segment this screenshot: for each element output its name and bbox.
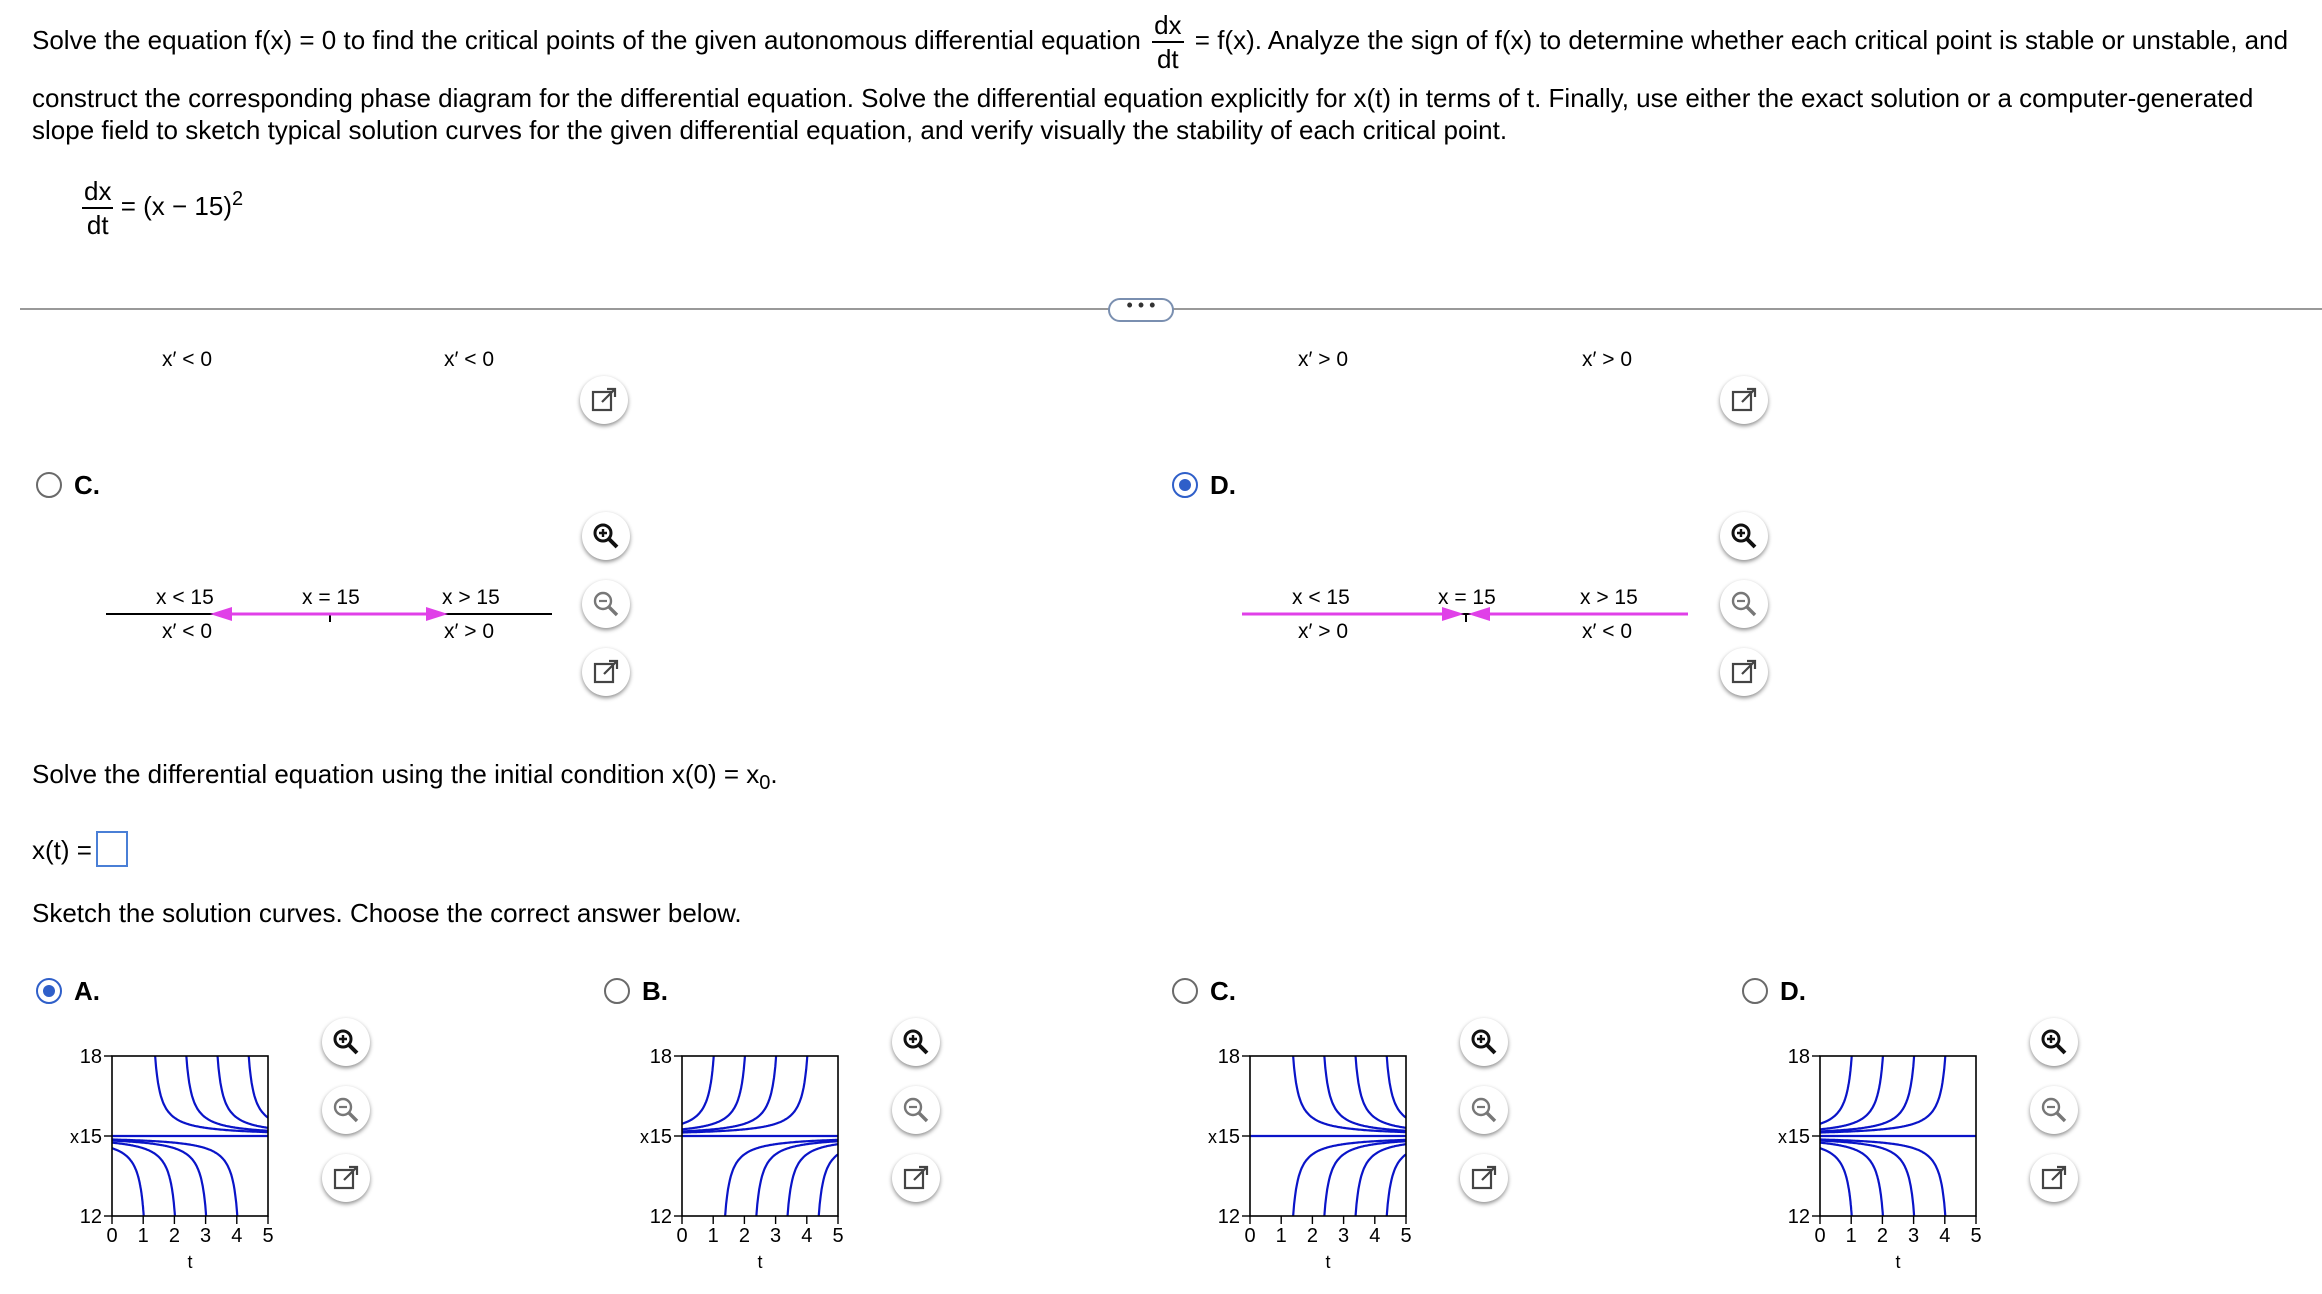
phase-c-left-sign: x′ < 0: [162, 620, 213, 643]
chart-curves: [1250, 1040, 1412, 1253]
x-tick-label: 0: [106, 1225, 118, 1247]
problem-line-2: construct the corresponding phase diagram for the differential equation. Solve the differential equation explicitly for x(t) in terms of t. Finally, use either the exact solution or a computer-generated: [32, 83, 2254, 113]
phase-c-right-sign: x′ > 0: [444, 620, 495, 643]
sketch-chart-d: [1768, 1040, 2028, 1280]
x-tick-label: 2: [738, 1225, 750, 1247]
x-tick-label: 1: [1275, 1225, 1287, 1247]
sketch-c-zoom-out-button[interactable]: [1460, 1086, 1508, 1134]
more-button[interactable]: • • •: [1108, 298, 1174, 322]
x-tick-label: 4: [801, 1225, 813, 1247]
sketch-option-b-radio[interactable]: [604, 978, 630, 1004]
sketch-a-popout-button[interactable]: [322, 1154, 370, 1202]
sketch-chart-c: [1198, 1040, 1458, 1280]
sketch-option-d-label: D.: [1780, 976, 1806, 1006]
zoom-in-icon: [1730, 522, 1758, 550]
sketch-b-zoom-out-button[interactable]: [892, 1086, 940, 1134]
left-arrowhead: [210, 607, 232, 621]
y-tick-label: 15: [1787, 1126, 1810, 1148]
popout-icon: [902, 1164, 930, 1192]
y-tick-label: 12: [649, 1206, 672, 1228]
upper-curve-1: [679, 1040, 747, 1130]
sketch-option-a-label: A.: [74, 976, 100, 1006]
popout-icon: [1730, 658, 1758, 686]
x-tick-label: 0: [1244, 1225, 1256, 1247]
right-arrowhead: [1468, 607, 1490, 621]
zoom-in-icon: [2040, 1028, 2068, 1056]
x-tick-label: 4: [1369, 1225, 1381, 1247]
equation-numerator: dx: [82, 178, 113, 209]
y-tick-label: 12: [1787, 1206, 1810, 1228]
y-tick-label: 18: [649, 1046, 672, 1068]
sketch-d-popout-button[interactable]: [2030, 1154, 2078, 1202]
phase-d-right-sign: x′ < 0: [1582, 620, 1633, 643]
sketch-c-popout-button[interactable]: [1460, 1154, 1508, 1202]
zoom-out-icon: [1730, 590, 1758, 618]
x-tick-label: 5: [1400, 1225, 1412, 1247]
upper-curve-3: [1817, 1040, 1948, 1133]
phase-option-c-label: C.: [74, 470, 100, 500]
x-tick-label: 5: [1970, 1225, 1982, 1247]
phase-c-right-label: x > 15: [442, 586, 500, 609]
phase-d-zoom-in-button[interactable]: [1720, 512, 1768, 560]
phase-c-popout-button[interactable]: [582, 648, 630, 696]
lower-curve-0: [109, 1147, 146, 1269]
sketch-chart-b: [630, 1040, 890, 1280]
y-axis-label: x: [1208, 1127, 1217, 1147]
option-b-top-sign-left: x′ < 0: [162, 348, 213, 371]
phase-option-c-radio[interactable]: [36, 472, 62, 498]
fraction-denominator: dt: [1156, 44, 1179, 74]
zoom-in-icon: [592, 522, 620, 550]
popout-icon: [590, 386, 618, 414]
sketch-b-popout-button[interactable]: [892, 1154, 940, 1202]
solve-prompt-text: Solve the differential equation using the initial condition x(0) = x: [32, 759, 760, 789]
sketch-b-zoom-in-button[interactable]: [892, 1018, 940, 1066]
sketch-d-zoom-in-button[interactable]: [2030, 1018, 2078, 1066]
phase-c-center-label: x = 15: [302, 586, 360, 609]
chart-curves: [1817, 1040, 1976, 1269]
sketch-option-a-radio[interactable]: [36, 978, 62, 1004]
upper-curve-1: [185, 1040, 271, 1131]
zoom-out-icon: [902, 1096, 930, 1124]
lower-curve-0: [1817, 1147, 1854, 1269]
x-axis-label: t: [1895, 1252, 1901, 1272]
zoom-in-icon: [332, 1028, 360, 1056]
option-b-right-top-sign-right: x′ > 0: [1582, 348, 1633, 371]
given-equation: [82, 178, 243, 238]
popout-icon: [2040, 1164, 2068, 1192]
equation-rhs: = (x − 15): [120, 190, 232, 221]
popout-icon: [1730, 386, 1758, 414]
phase-option-d-label: D.: [1210, 470, 1236, 500]
phase-d-popout-button[interactable]: [1720, 648, 1768, 696]
x-tick-label: 5: [262, 1225, 274, 1247]
zoom-in-icon: [902, 1028, 930, 1056]
zoom-out-icon: [1470, 1096, 1498, 1124]
phase-option-d-radio[interactable]: [1172, 472, 1198, 498]
phase-d-left-label: x < 15: [1292, 586, 1350, 609]
y-tick-label: 15: [649, 1126, 672, 1148]
y-axis-label: x: [640, 1127, 649, 1147]
phase-c-zoom-in-button[interactable]: [582, 512, 630, 560]
y-tick-label: 18: [1217, 1046, 1240, 1068]
y-axis-label: x: [70, 1127, 79, 1147]
sketch-option-b-label: B.: [642, 976, 668, 1006]
sketch-a-zoom-out-button[interactable]: [322, 1086, 370, 1134]
phase-d-left-sign: x′ > 0: [1298, 620, 1349, 643]
solve-prompt-subscript: 0: [759, 772, 771, 795]
x-axis-label: t: [1325, 1252, 1331, 1272]
left-arrowhead: [1442, 607, 1464, 621]
phase-c-left-label: x < 15: [156, 586, 214, 609]
zoom-in-icon: [1470, 1028, 1498, 1056]
sketch-c-zoom-in-button[interactable]: [1460, 1018, 1508, 1066]
x-tick-label: 2: [168, 1225, 180, 1247]
y-tick-label: 15: [1217, 1126, 1240, 1148]
lower-curve-1: [755, 1141, 844, 1253]
equation-fraction: [82, 178, 113, 238]
y-tick-label: 18: [1787, 1046, 1810, 1068]
phase-d-right-label: x > 15: [1580, 586, 1638, 609]
upper-curve-1: [1817, 1040, 1885, 1130]
y-tick-label: 12: [1217, 1206, 1240, 1228]
answer-label: x(t) =: [32, 835, 92, 865]
upper-curve-2: [216, 1040, 271, 1128]
popout-icon: [1470, 1164, 1498, 1192]
inline-fraction: [1152, 12, 1183, 72]
chart-curves: [679, 1040, 844, 1253]
x-axis-label: t: [187, 1252, 193, 1272]
sketch-option-c-label: C.: [1210, 976, 1236, 1006]
right-arrowhead: [426, 607, 448, 621]
y-tick-label: 18: [79, 1046, 102, 1068]
solve-prompt: [32, 758, 778, 799]
option-b-right-popout-button[interactable]: [1720, 376, 1768, 424]
sketch-prompt: Sketch the solution curves. Choose the correct answer below.: [32, 898, 742, 928]
x-tick-label: 1: [137, 1225, 149, 1247]
equation-exponent: 2: [231, 188, 244, 211]
problem-line-1: [32, 12, 2288, 72]
x-tick-label: 3: [1908, 1225, 1920, 1247]
option-b-top-sign-right: x′ < 0: [444, 348, 495, 371]
sketch-a-zoom-in-button[interactable]: [322, 1018, 370, 1066]
phase-c-zoom-out-button[interactable]: [582, 580, 630, 628]
answer-input[interactable]: [96, 831, 128, 867]
upper-curve-2: [1354, 1040, 1409, 1128]
upper-curve-3: [247, 1040, 270, 1119]
x-tick-label: 2: [1876, 1225, 1888, 1247]
phase-d-zoom-out-button[interactable]: [1720, 580, 1768, 628]
popout-icon: [332, 1164, 360, 1192]
sketch-option-d-radio[interactable]: [1742, 978, 1768, 1004]
y-tick-label: 15: [79, 1126, 102, 1148]
lower-curve-1: [1323, 1141, 1412, 1253]
upper-curve-3: [679, 1040, 810, 1133]
popout-icon: [592, 658, 620, 686]
problem-intro-part1: Solve the equation f(x) = 0 to find the critical points of the given autonomous differential equation: [32, 24, 1141, 55]
fraction-numerator: dx: [1152, 12, 1183, 43]
upper-curve-0: [679, 1040, 716, 1125]
upper-curve-3: [1385, 1040, 1408, 1119]
solve-prompt-period: .: [770, 759, 778, 789]
sketch-d-zoom-out-button[interactable]: [2030, 1086, 2078, 1134]
x-tick-label: 2: [1306, 1225, 1318, 1247]
sketch-option-c-radio[interactable]: [1172, 978, 1198, 1004]
zoom-out-icon: [592, 590, 620, 618]
x-tick-label: 1: [1845, 1225, 1857, 1247]
problem-intro-part2: = f(x). Analyze the sign of f(x) to determine whether each critical point is stable or unstable, and: [1194, 24, 2289, 55]
zoom-out-icon: [332, 1096, 360, 1124]
x-axis-label: t: [757, 1252, 763, 1272]
x-tick-label: 0: [676, 1225, 688, 1247]
x-tick-label: 3: [770, 1225, 782, 1247]
zoom-out-icon: [2040, 1096, 2068, 1124]
x-tick-label: 0: [1814, 1225, 1826, 1247]
equation-denominator: dt: [86, 210, 109, 240]
upper-curve-0: [1817, 1040, 1854, 1125]
upper-curve-1: [1323, 1040, 1409, 1131]
x-tick-label: 3: [200, 1225, 212, 1247]
x-tick-label: 5: [832, 1225, 844, 1247]
chart-curves: [109, 1040, 274, 1269]
option-b-right-top-sign-left: x′ > 0: [1298, 348, 1349, 371]
y-tick-label: 12: [79, 1206, 102, 1228]
y-axis-label: x: [1778, 1127, 1787, 1147]
x-tick-label: 4: [1939, 1225, 1951, 1247]
problem-line-3: slope field to sketch typical solution curves for the given differential equation, and verify visually the stability of each critical point.: [32, 115, 1508, 145]
x-tick-label: 1: [707, 1225, 719, 1247]
sketch-chart-a: [60, 1040, 320, 1280]
phase-d-center-label: x = 15: [1438, 586, 1496, 609]
option-b-popout-button[interactable]: [580, 376, 628, 424]
x-tick-label: 4: [231, 1225, 243, 1247]
x-tick-label: 3: [1338, 1225, 1350, 1247]
